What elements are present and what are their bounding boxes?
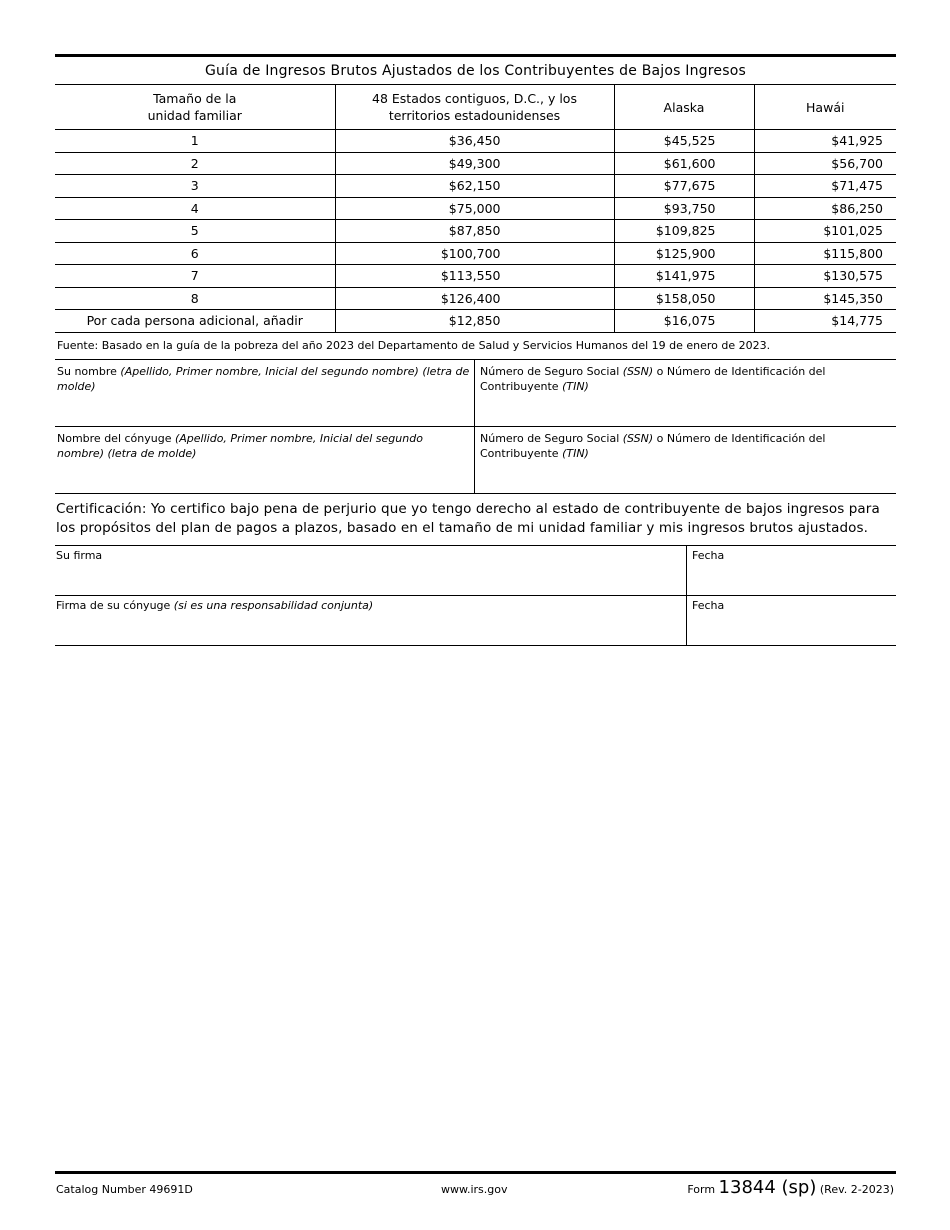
form-number: 13844 (sp)	[718, 1177, 817, 1198]
spouse-signature-label	[56, 599, 373, 612]
hawaii-value-cell: $101,025	[754, 220, 896, 243]
page-footer	[55, 1171, 896, 1200]
table-row	[55, 152, 896, 175]
table-row	[55, 310, 896, 333]
contiguous-value-cell: $87,850	[335, 220, 614, 243]
spouse-id-row	[55, 427, 896, 494]
alaska-value-cell: $141,975	[614, 265, 754, 288]
your-ssn-label	[480, 364, 891, 394]
your-signature-cell	[55, 546, 687, 595]
table-body	[55, 130, 896, 333]
spouse-signature-cell	[55, 596, 687, 645]
spouse-signature-row	[55, 596, 896, 646]
contiguous-value-cell: $36,450	[335, 130, 614, 153]
hawaii-value-cell: $41,925	[754, 130, 896, 153]
label-text: Firma de su cónyuge	[56, 598, 174, 612]
alaska-value-cell: $93,750	[614, 197, 754, 220]
label-text: Número de Seguro Social	[480, 364, 623, 378]
hawaii-value-cell: $130,575	[754, 265, 896, 288]
household-size-cell: 3	[55, 175, 335, 198]
website-link[interactable]: www.irs.gov	[441, 1183, 508, 1196]
header-line: Tamaño de la	[153, 91, 237, 106]
contiguous-value-cell: $126,400	[335, 287, 614, 310]
header-line: territorios estadounidenses	[388, 108, 561, 123]
hawaii-value-cell: $145,350	[754, 287, 896, 310]
table-row	[55, 220, 896, 243]
certification-statement: Certificación: Yo certifico bajo pena de perjurio que yo tengo derecho al estado de contribuyente de bajos ingresos para los propósitos del plan de pagos a plazos, basado en el tamaño de mi unidad familiar y mis ingresos brutos ajustados.	[55, 494, 896, 546]
alaska-value-cell: $158,050	[614, 287, 754, 310]
label-text: Número de Seguro Social	[480, 431, 623, 445]
household-size-cell: 4	[55, 197, 335, 220]
spouse-ssn-label	[480, 431, 891, 461]
table-row	[55, 175, 896, 198]
label-italic: (Apellido, Primer nombre, Inicial del segundo nombre) (letra de molde)	[57, 431, 423, 460]
form-page	[55, 54, 896, 646]
source-note: Fuente: Basado en la guía de la pobreza del año 2023 del Departamento de Salud y Servicios Humanos del 19 de enero de 2023.	[55, 333, 896, 360]
contiguous-value-cell: $113,550	[335, 265, 614, 288]
household-size-cell: 1	[55, 130, 335, 153]
column-header-contiguous	[335, 85, 614, 130]
table-title: Guía de Ingresos Brutos Ajustados de los Contribuyentes de Bajos Ingresos	[55, 57, 896, 85]
hawaii-value-cell: $115,800	[754, 242, 896, 265]
label-italic: (TIN)	[562, 446, 589, 460]
contiguous-value-cell: $12,850	[335, 310, 614, 333]
hawaii-value-cell: $71,475	[754, 175, 896, 198]
spouse-signature-input[interactable]	[56, 614, 689, 638]
alaska-value-cell: $45,525	[614, 130, 754, 153]
household-size-cell: Por cada persona adicional, añadir	[55, 310, 335, 333]
alaska-value-cell: $109,825	[614, 220, 754, 243]
label-italic: (Apellido, Primer nombre, Inicial del segundo nombre) (letra de molde)	[57, 364, 470, 393]
contiguous-value-cell: $62,150	[335, 175, 614, 198]
label-italic: (SSN)	[622, 431, 654, 445]
header-line: 48 Estados contiguos, D.C., y los	[372, 91, 577, 106]
header-line: unidad familiar	[147, 108, 242, 123]
hawaii-value-cell: $86,250	[754, 197, 896, 220]
household-size-cell: 6	[55, 242, 335, 265]
taxpayer-id-row	[55, 360, 896, 427]
your-ssn-cell	[475, 360, 896, 426]
your-date-cell	[687, 546, 896, 595]
alaska-value-cell: $125,900	[614, 242, 754, 265]
label-text: Su nombre	[57, 364, 121, 378]
your-signature-row	[55, 546, 896, 596]
column-header-alaska: Alaska	[614, 85, 754, 130]
contiguous-value-cell: $49,300	[335, 152, 614, 175]
spouse-ssn-input[interactable]	[480, 465, 895, 485]
household-size-cell: 5	[55, 220, 335, 243]
household-size-cell: 8	[55, 287, 335, 310]
household-size-cell: 2	[55, 152, 335, 175]
your-name-cell	[55, 360, 475, 426]
alaska-value-cell: $16,075	[614, 310, 754, 333]
alaska-value-cell: $61,600	[614, 152, 754, 175]
label-italic: (si es una responsabilidad conjunta)	[173, 598, 374, 612]
your-name-label	[57, 364, 472, 394]
column-header-household-size	[55, 85, 335, 130]
table-row	[55, 265, 896, 288]
spouse-date-label: Fecha	[692, 598, 725, 612]
table-row	[55, 130, 896, 153]
alaska-value-cell: $77,675	[614, 175, 754, 198]
your-signature-label: Su firma	[56, 548, 103, 562]
your-date-label: Fecha	[692, 548, 725, 562]
contiguous-value-cell: $75,000	[335, 197, 614, 220]
form-identifier	[687, 1177, 894, 1198]
column-header-hawaii: Hawái	[754, 85, 896, 130]
spouse-name-cell	[55, 427, 475, 493]
spouse-ssn-cell	[475, 427, 896, 493]
table-row	[55, 287, 896, 310]
label-italic: (TIN)	[562, 379, 589, 393]
table-row	[55, 242, 896, 265]
your-name-input[interactable]	[57, 398, 476, 418]
household-size-cell: 7	[55, 265, 335, 288]
spouse-date-input[interactable]	[692, 614, 895, 638]
spouse-name-input[interactable]	[57, 465, 476, 485]
income-guideline-table	[55, 57, 896, 333]
label-text: o Número de Identificación del Contribuyente	[480, 431, 826, 460]
contiguous-value-cell: $100,700	[335, 242, 614, 265]
spouse-name-label	[57, 431, 472, 461]
your-date-input[interactable]	[692, 564, 895, 588]
form-prefix: Form	[687, 1183, 719, 1196]
catalog-number: Catalog Number 49691D	[56, 1183, 193, 1196]
label-text: Nombre del cónyuge	[57, 431, 175, 445]
your-ssn-input[interactable]	[480, 398, 895, 418]
label-italic: (SSN)	[622, 364, 654, 378]
label-text: o Número de Identificación del Contribuyente	[480, 364, 826, 393]
table-row	[55, 197, 896, 220]
your-signature-input[interactable]	[56, 564, 689, 588]
spouse-date-cell	[687, 596, 896, 645]
hawaii-value-cell: $14,775	[754, 310, 896, 333]
hawaii-value-cell: $56,700	[754, 152, 896, 175]
form-revision: (Rev. 2-2023)	[816, 1183, 894, 1196]
